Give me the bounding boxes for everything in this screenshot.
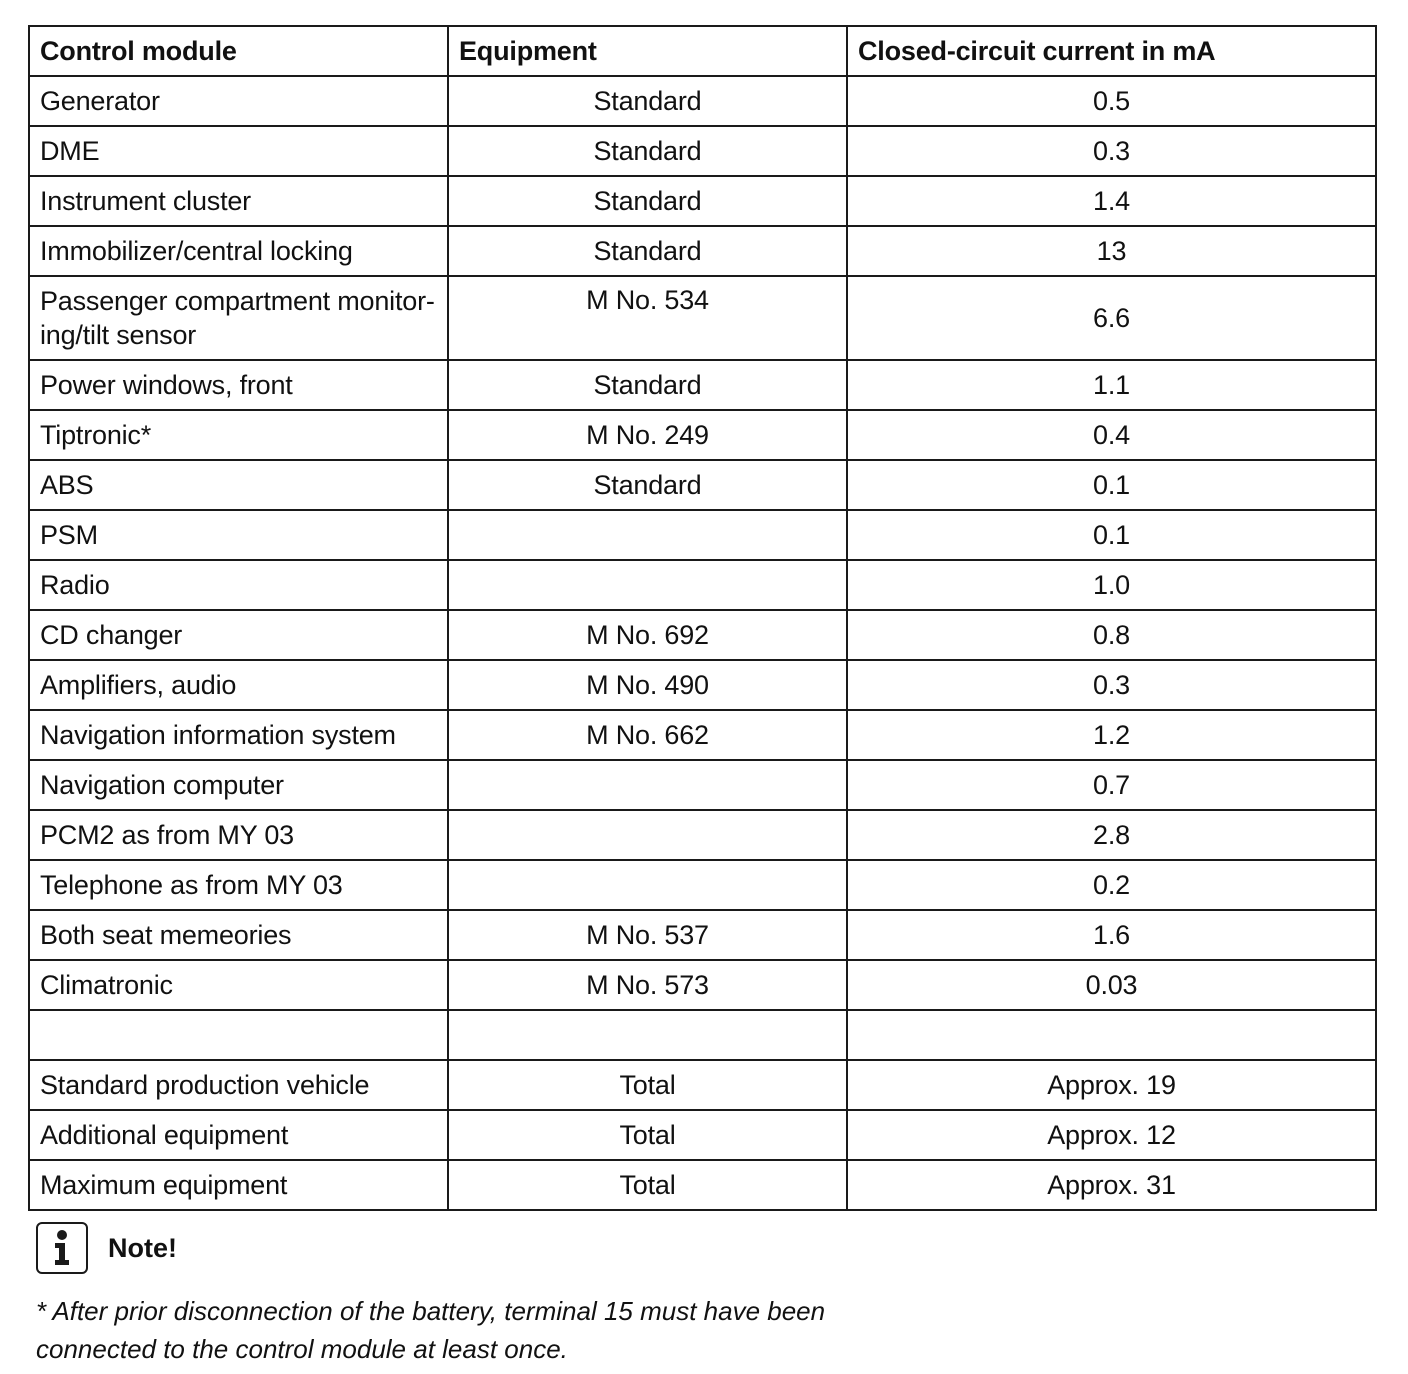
closed-circuit-current-table bbox=[28, 25, 1377, 1211]
table-row-total bbox=[29, 1110, 1376, 1160]
cell-equipment: Total bbox=[448, 1160, 847, 1210]
cell-current: 0.7 bbox=[847, 760, 1376, 810]
cell-current: 1.6 bbox=[847, 910, 1376, 960]
header-control-module: Control module bbox=[29, 26, 448, 76]
table-row bbox=[29, 810, 1376, 860]
cell-current: 0.3 bbox=[847, 126, 1376, 176]
table-row bbox=[29, 760, 1376, 810]
cell-equipment: Standard bbox=[448, 176, 847, 226]
note-block bbox=[36, 1222, 936, 1368]
note-title: Note! bbox=[108, 1232, 177, 1263]
cell-control-module: CD changer bbox=[29, 610, 448, 660]
cell-current: 0.8 bbox=[847, 610, 1376, 660]
cell-current: Approx. 12 bbox=[847, 1110, 1376, 1160]
cell-control-module: Both seat memeories bbox=[29, 910, 448, 960]
table-row bbox=[29, 76, 1376, 126]
cell-equipment: M No. 490 bbox=[448, 660, 847, 710]
cell-equipment: Total bbox=[448, 1110, 847, 1160]
cell-current: 13 bbox=[847, 226, 1376, 276]
cell-control-module: Maximum equipment bbox=[29, 1160, 448, 1210]
note-text: * After prior disconnection of the battery, terminal 15 must have been connected to the control module at least once. bbox=[36, 1296, 826, 1364]
cell-control-module: Navigation computer bbox=[29, 760, 448, 810]
cell-control-module: Passenger compartment monitor-ing/tilt sensor bbox=[29, 276, 448, 360]
cell-current: 2.8 bbox=[847, 810, 1376, 860]
table-row bbox=[29, 710, 1376, 760]
note-heading bbox=[36, 1222, 936, 1274]
cell-control-module: Climatronic bbox=[29, 960, 448, 1010]
table-row bbox=[29, 276, 1376, 360]
cell-control-module: PCM2 as from MY 03 bbox=[29, 810, 448, 860]
table-row bbox=[29, 610, 1376, 660]
cell-control-module: PSM bbox=[29, 510, 448, 560]
header-equipment: Equipment bbox=[448, 26, 847, 76]
table-header-row bbox=[29, 26, 1376, 76]
table-row bbox=[29, 126, 1376, 176]
cell-control-module: Telephone as from MY 03 bbox=[29, 860, 448, 910]
cell-current: 1.2 bbox=[847, 710, 1376, 760]
cell-equipment: M No. 249 bbox=[448, 410, 847, 460]
cell-control-module: Additional equipment bbox=[29, 1110, 448, 1160]
cell-current: 1.4 bbox=[847, 176, 1376, 226]
table-row bbox=[29, 910, 1376, 960]
cell-current bbox=[847, 1010, 1376, 1060]
cell-current: 0.2 bbox=[847, 860, 1376, 910]
cell-current: 0.4 bbox=[847, 410, 1376, 460]
cell-control-module: Navigation information system bbox=[29, 710, 448, 760]
cell-control-module: Amplifiers, audio bbox=[29, 660, 448, 710]
table-row bbox=[29, 176, 1376, 226]
table-row bbox=[29, 226, 1376, 276]
cell-equipment: M No. 573 bbox=[448, 960, 847, 1010]
header-closed-circuit-current: Closed-circuit current in mA bbox=[847, 26, 1376, 76]
cell-equipment: M No. 662 bbox=[448, 710, 847, 760]
cell-control-module: Power windows, front bbox=[29, 360, 448, 410]
cell-current: 0.03 bbox=[847, 960, 1376, 1010]
cell-equipment: Standard bbox=[448, 460, 847, 510]
table-row bbox=[29, 510, 1376, 560]
cell-current: 6.6 bbox=[847, 276, 1376, 360]
table-row-total bbox=[29, 1160, 1376, 1210]
table-row bbox=[29, 960, 1376, 1010]
cell-current: 0.5 bbox=[847, 76, 1376, 126]
table-row bbox=[29, 360, 1376, 410]
cell-current: Approx. 31 bbox=[847, 1160, 1376, 1210]
cell-current: 0.1 bbox=[847, 510, 1376, 560]
cell-equipment bbox=[448, 760, 847, 810]
table-row-total bbox=[29, 1060, 1376, 1110]
cell-control-module: ABS bbox=[29, 460, 448, 510]
cell-equipment: Standard bbox=[448, 360, 847, 410]
cell-control-module: Radio bbox=[29, 560, 448, 610]
cell-equipment: Standard bbox=[448, 126, 847, 176]
cell-equipment bbox=[448, 860, 847, 910]
cell-equipment bbox=[448, 560, 847, 610]
cell-equipment: M No. 692 bbox=[448, 610, 847, 660]
cell-equipment bbox=[448, 1010, 847, 1060]
cell-control-module: Generator bbox=[29, 76, 448, 126]
cell-equipment: Standard bbox=[448, 226, 847, 276]
table-row bbox=[29, 860, 1376, 910]
cell-current: 0.3 bbox=[847, 660, 1376, 710]
cell-equipment bbox=[448, 510, 847, 560]
table-row bbox=[29, 410, 1376, 460]
cell-current: 1.0 bbox=[847, 560, 1376, 610]
cell-control-module: DME bbox=[29, 126, 448, 176]
cell-equipment: Total bbox=[448, 1060, 847, 1110]
cell-control-module bbox=[29, 1010, 448, 1060]
table-row bbox=[29, 460, 1376, 510]
cell-current: 0.1 bbox=[847, 460, 1376, 510]
cell-current: 1.1 bbox=[847, 360, 1376, 410]
table-row bbox=[29, 560, 1376, 610]
cell-control-module: Instrument cluster bbox=[29, 176, 448, 226]
cell-control-module: Standard production vehicle bbox=[29, 1060, 448, 1110]
cell-current: Approx. 19 bbox=[847, 1060, 1376, 1110]
cell-control-module: Tiptronic* bbox=[29, 410, 448, 460]
cell-control-module: Immobilizer/central locking bbox=[29, 226, 448, 276]
cell-equipment: M No. 537 bbox=[448, 910, 847, 960]
cell-equipment: Standard bbox=[448, 76, 847, 126]
cell-equipment bbox=[448, 810, 847, 860]
table-row-empty bbox=[29, 1010, 1376, 1060]
info-icon bbox=[36, 1222, 88, 1274]
cell-equipment: M No. 534 bbox=[448, 276, 847, 360]
table-row bbox=[29, 660, 1376, 710]
